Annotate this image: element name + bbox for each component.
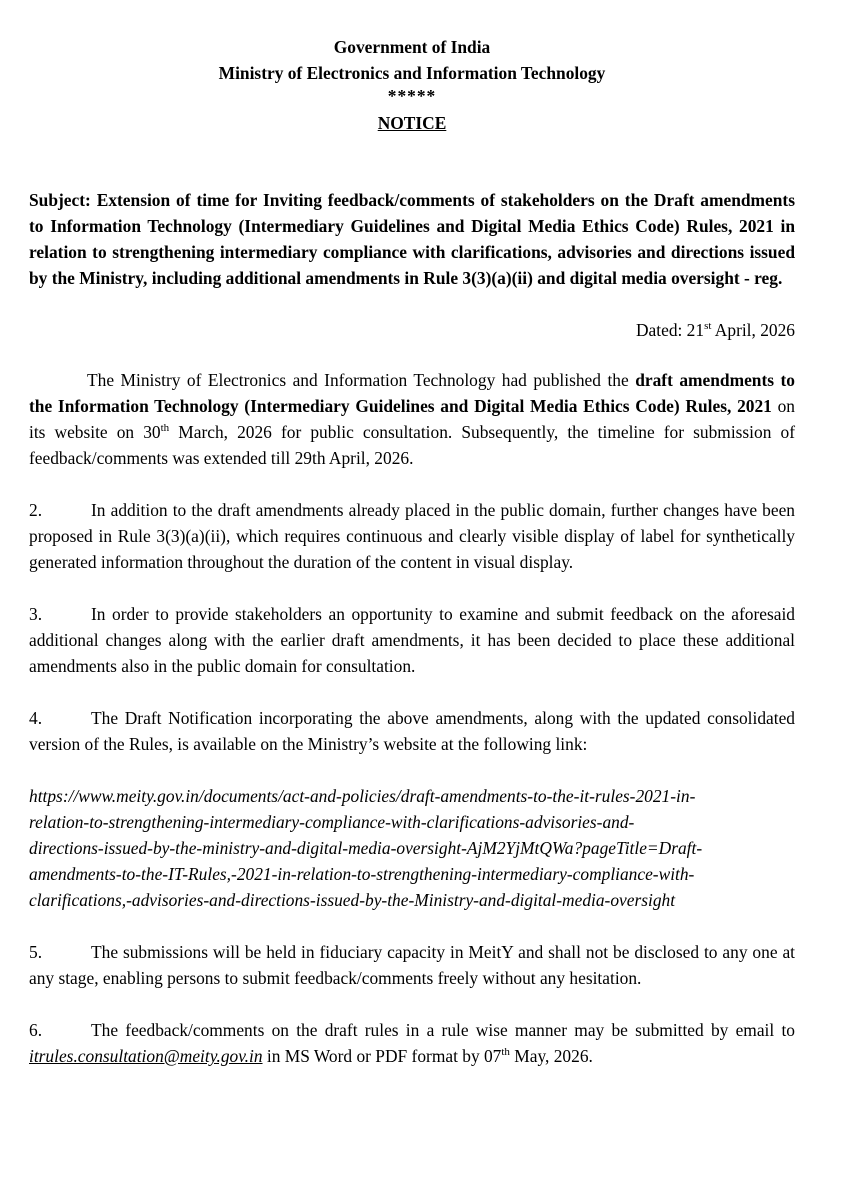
paragraph-intro <box>29 367 795 471</box>
deadline-ordinal: th <box>501 1046 510 1059</box>
intro-text-2: on its website on 30 <box>29 396 795 442</box>
paragraph-text: The submissions will be held in fiduciary capacity in MeitY and shall not be disclosed to any one at any stage, enabling persons to submit feedback/comments freely without any hesitation. <box>29 942 795 988</box>
document-header <box>29 34 795 136</box>
consultation-email-link[interactable]: itrules.consultation@meity.gov.in <box>29 1046 263 1066</box>
intro-ordinal: th <box>160 422 170 435</box>
subject-line: Subject: Extension of time for Inviting feedback/comments of stakeholders on the Draft amendments to Information Technology (Intermediary Guidelines and Digital Media Ethics Code) Rules, 2021 in relation to strengthening intermediary compliance with clarifications, advisories and directions issued by the Ministry, including additional amendments in Rule 3(3)(a)(ii) and digital media oversight - reg. <box>29 190 795 288</box>
date-suffix: April, 2026 <box>711 320 795 340</box>
link-line-1[interactable]: https://www.meity.gov.in/documents/act-and-policies/draft-amendments-to-the-it-rules-2021-in- <box>29 786 696 806</box>
paragraph-text-2: in MS Word or PDF format by 07 <box>262 1046 502 1066</box>
link-line-2[interactable]: relation-to-strengthening-intermediary-compliance-with-clarifications-advisories-and- <box>29 812 635 832</box>
intro-text-3: March, 2026 for public consultation. Subsequently, the timeline for submission of feedback/comments was extended till 29th April, 2026. <box>29 422 795 468</box>
paragraph-number: 3. <box>29 604 43 624</box>
notice-document <box>29 34 795 1069</box>
date-line <box>29 317 795 343</box>
draft-notification-link[interactable] <box>29 783 795 913</box>
date-ordinal: st <box>704 320 712 333</box>
paragraph-6 <box>29 1017 795 1069</box>
paragraph-text: The Draft Notification incorporating the above amendments, along with the updated consolidated version of the Rules, is available on the Ministry’s website at the following link: <box>29 708 795 754</box>
paragraph-number: 5. <box>29 942 43 962</box>
paragraph-2 <box>29 497 795 575</box>
separator-stars: ***** <box>387 86 437 106</box>
paragraph-4 <box>29 705 795 757</box>
government-title: Government of India <box>333 37 491 57</box>
link-line-5[interactable]: clarifications,-advisories-and-directions-issued-by-the-Ministry-and-digital-media-oversight <box>29 890 676 910</box>
paragraph-3 <box>29 601 795 679</box>
paragraph-number: 4. <box>29 708 43 728</box>
paragraph-5 <box>29 939 795 991</box>
intro-bold-rules: draft amendments to the Information Technology (Intermediary Guidelines and Digital Media Ethics Code) Rules, 2021 <box>29 370 796 416</box>
paragraph-text: In addition to the draft amendments already placed in the public domain, further changes have been proposed in Rule 3(3)(a)(ii), which requires continuous and clearly visible display of label for synthetically generated information throughout the duration of the content in visual display. <box>29 500 795 572</box>
paragraph-number: 2. <box>29 500 43 520</box>
paragraph-text-1: The feedback/comments on the draft rules in a rule wise manner may be submitted by email to <box>91 1020 795 1040</box>
link-line-4[interactable]: amendments-to-the-IT-Rules,-2021-in-relation-to-strengthening-intermediary-compliance-with- <box>29 864 695 884</box>
paragraph-text: In order to provide stakeholders an opportunity to examine and submit feedback on the aforesaid additional changes along with the earlier draft amendments, it has been decided to place these additional amendments also in the public domain for consultation. <box>29 604 795 676</box>
paragraph-number: 6. <box>29 1020 43 1040</box>
ministry-title: Ministry of Electronics and Information Technology <box>218 63 606 83</box>
date-prefix: Dated: 21 <box>635 320 705 340</box>
paragraph-text-3: May, 2026. <box>509 1046 593 1066</box>
intro-text-1: The Ministry of Electronics and Information Technology had published the <box>87 370 636 390</box>
link-line-3[interactable]: directions-issued-by-the-ministry-and-digital-media-oversight-AjM2YjMtQWa?pageTitle=Draft- <box>29 838 703 858</box>
notice-heading: NOTICE <box>377 113 447 133</box>
